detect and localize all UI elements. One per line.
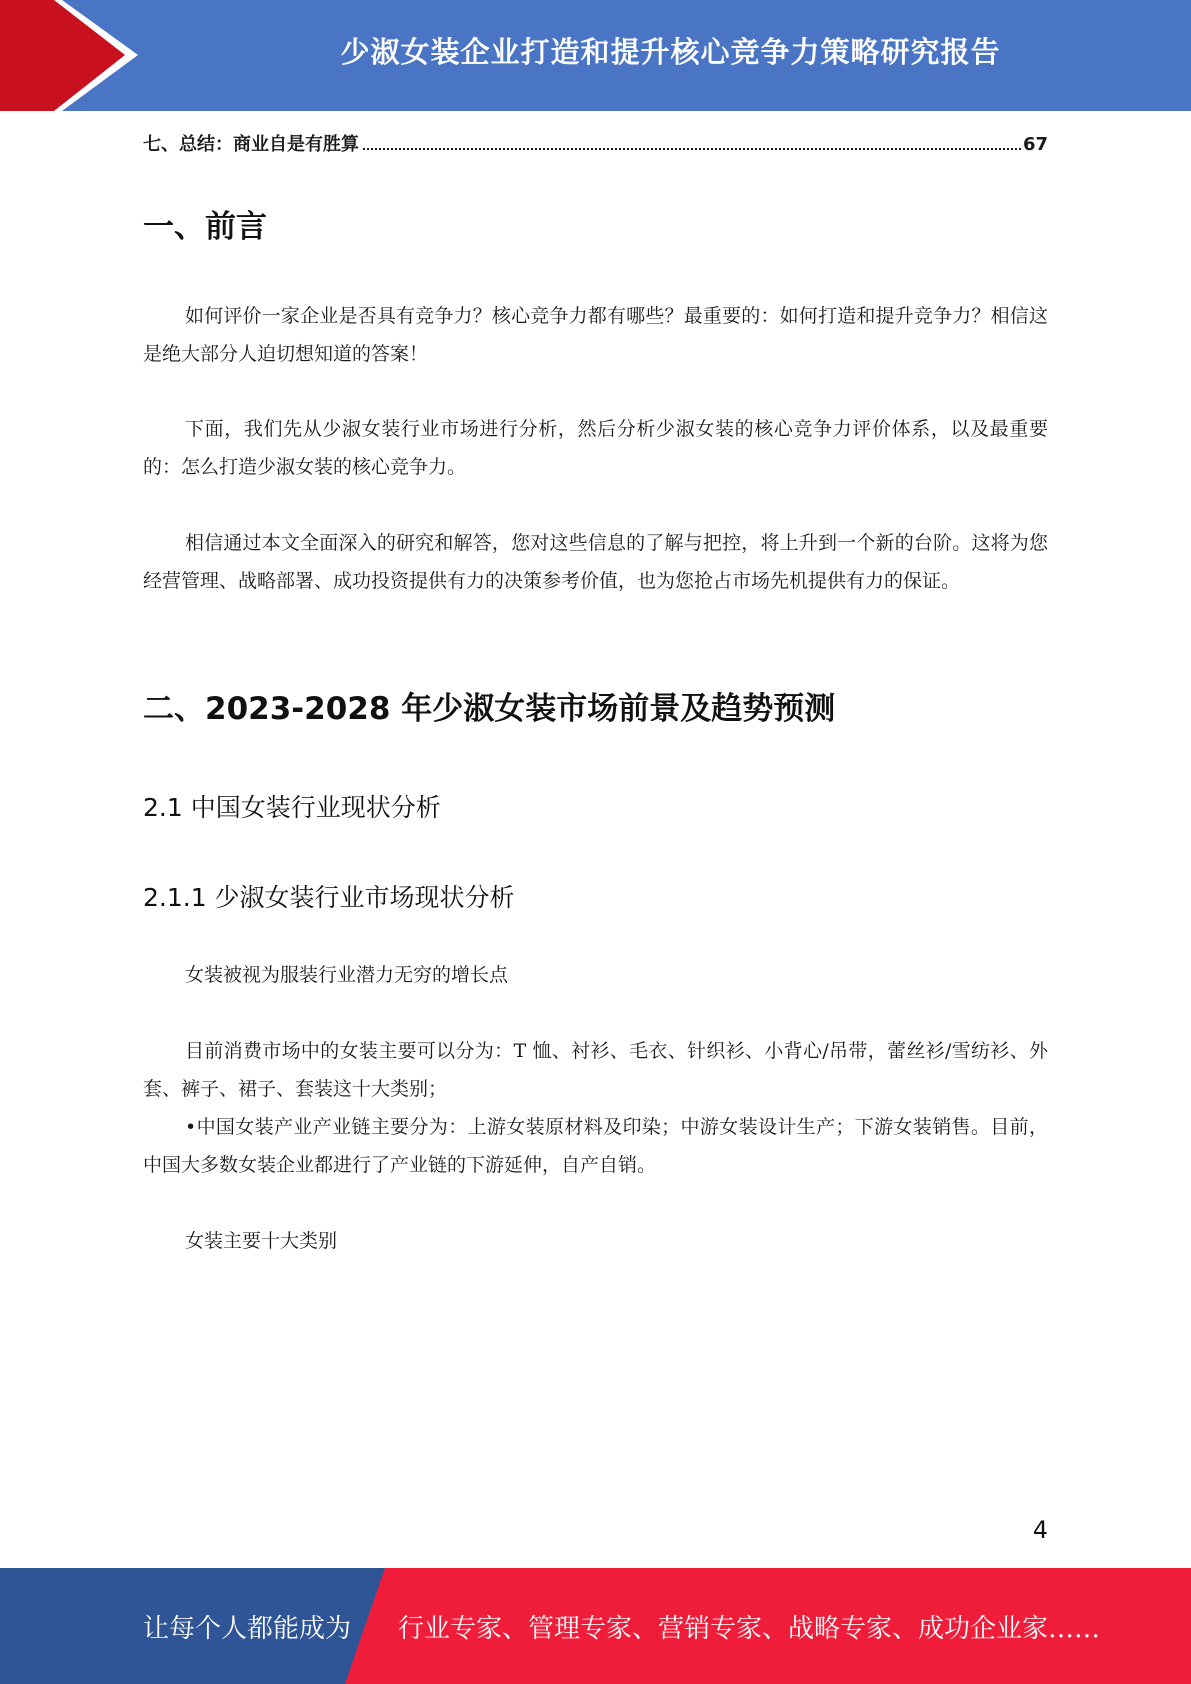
page-number: 4 [1032,1516,1048,1544]
industry-chain-paragraph: •中国女装产业产业链主要分为：上游女装原材料及印染；中游女装设计生产；下游女装销售。目前，中国大多数女装企业都进行了产业链的下游延伸，自产自销。 [143,1116,1048,1176]
preface-paragraph-2: 下面，我们先从少淑女装行业市场进行分析，然后分析少淑女装的核心竞争力评价体系，以及最重要的：怎么打造少淑女装的核心竞争力。 [143,418,1048,478]
footer-slogan-left: 让每个人都能成为 [143,1613,352,1644]
preface-paragraph-1: 如何评价一家企业是否具有竞争力？核心竞争力都有哪些？最重要的：如何打造和提升竞争力？相信这是绝大部分人迫切想知道的答案！ [143,305,1048,365]
preface-heading: 一、前言 [143,209,267,245]
page-footer [0,1568,1191,1684]
header-title: 少淑女装企业打造和提升核心竞争力策略研究报告 [340,34,1001,69]
toc-entry-label: 七、总结：商业自是有胜算 [143,134,359,155]
page-header [0,0,1191,111]
footer-slogan-right: 行业专家、管理专家、营销专家、战略专家、成功企业家…… [398,1613,1101,1644]
ten-categories-paragraph: 女装主要十大类别 [185,1230,338,1252]
growth-paragraph: 女装被视为服装行业潜力无穷的增长点 [185,964,509,986]
preface-paragraph-3: 相信通过本文全面深入的研究和解答，您对这些信息的了解与把控，将上升到一个新的台阶。这将为您经营管理、战略部署、成功投资提供有力的决策参考价值，也为您抢占市场先机提供有力的保证。 [143,532,1048,592]
subsection-2-1-1-heading: 2.1.1 少淑女装行业市场现状分析 [143,883,515,912]
toc-page-number: 67 [1022,134,1048,155]
market-heading: 二、2023-2028 年少淑女装市场前景及趋势预测 [143,691,836,727]
categories-paragraph: 目前消费市场中的女装主要可以分为：T 恤、衬衫、毛衣、针织衫、小背心/吊带，蕾丝衫/雪纺衫、外套、裤子、裙子、套装这十大类别； [143,1040,1048,1100]
toc-leader-dots [363,148,1021,150]
toc-entry[interactable] [143,130,1048,160]
subsection-2-1-heading: 2.1 中国女装行业现状分析 [143,793,441,822]
